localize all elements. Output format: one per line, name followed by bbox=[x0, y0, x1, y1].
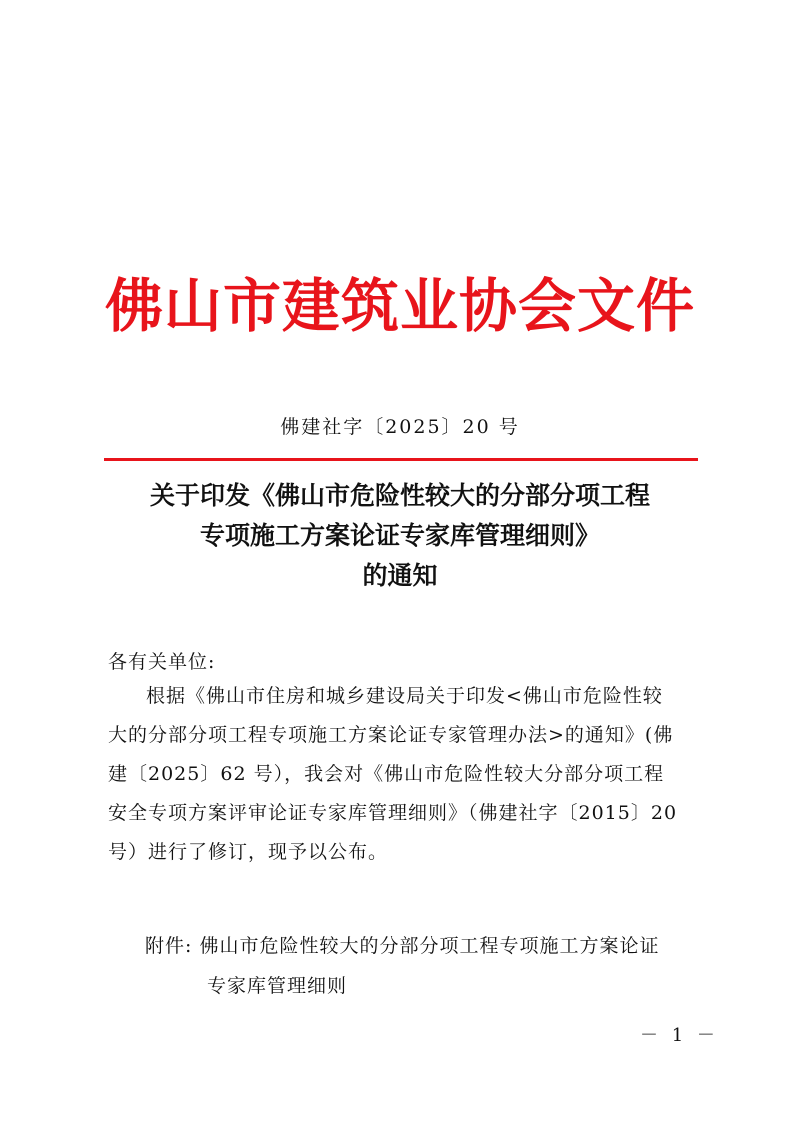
paragraph-line: 号）进行了修订，现予以公布。 bbox=[108, 841, 389, 863]
notice-title-line: 关于印发《佛山市危险性较大的分部分项工程 bbox=[149, 481, 650, 510]
paragraph-line: 建〔2025〕62 号），我会对《佛山市危险性较大分部分项工程 bbox=[108, 763, 665, 785]
paragraph-line: 大的分部分项工程专项施工方案论证专家管理办法>的通知》(佛 bbox=[108, 724, 674, 746]
red-divider-line bbox=[104, 458, 698, 461]
paragraph-line: 根据《佛山市住房和城乡建设局关于印发<佛山市危险性较 bbox=[146, 685, 663, 707]
notice-title-line: 的通知 bbox=[362, 561, 438, 590]
attachment-block bbox=[145, 926, 659, 1006]
document-number: 佛建社字〔2025〕20 号 bbox=[280, 416, 520, 438]
attachment-line bbox=[145, 926, 659, 966]
document-header-title: 佛山市建筑业协会文件 bbox=[104, 272, 695, 340]
notice-title bbox=[0, 476, 800, 596]
paragraph-line: 安全专项方案评审论证专家库管理细则》（佛建社字〔2015〕20 bbox=[108, 802, 678, 824]
attachment-line-continued: 专家库管理细则 bbox=[207, 975, 348, 997]
page-number: － 1 － bbox=[640, 1025, 719, 1046]
notice-title-line: 专项施工方案论证专家库管理细则》 bbox=[199, 521, 600, 550]
body-paragraph bbox=[108, 677, 704, 872]
attachment-label: 附件: bbox=[145, 935, 193, 957]
attachment-title: 佛山市危险性较大的分部分项工程专项施工方案论证 bbox=[199, 935, 660, 957]
salutation: 各有关单位: bbox=[108, 651, 216, 673]
